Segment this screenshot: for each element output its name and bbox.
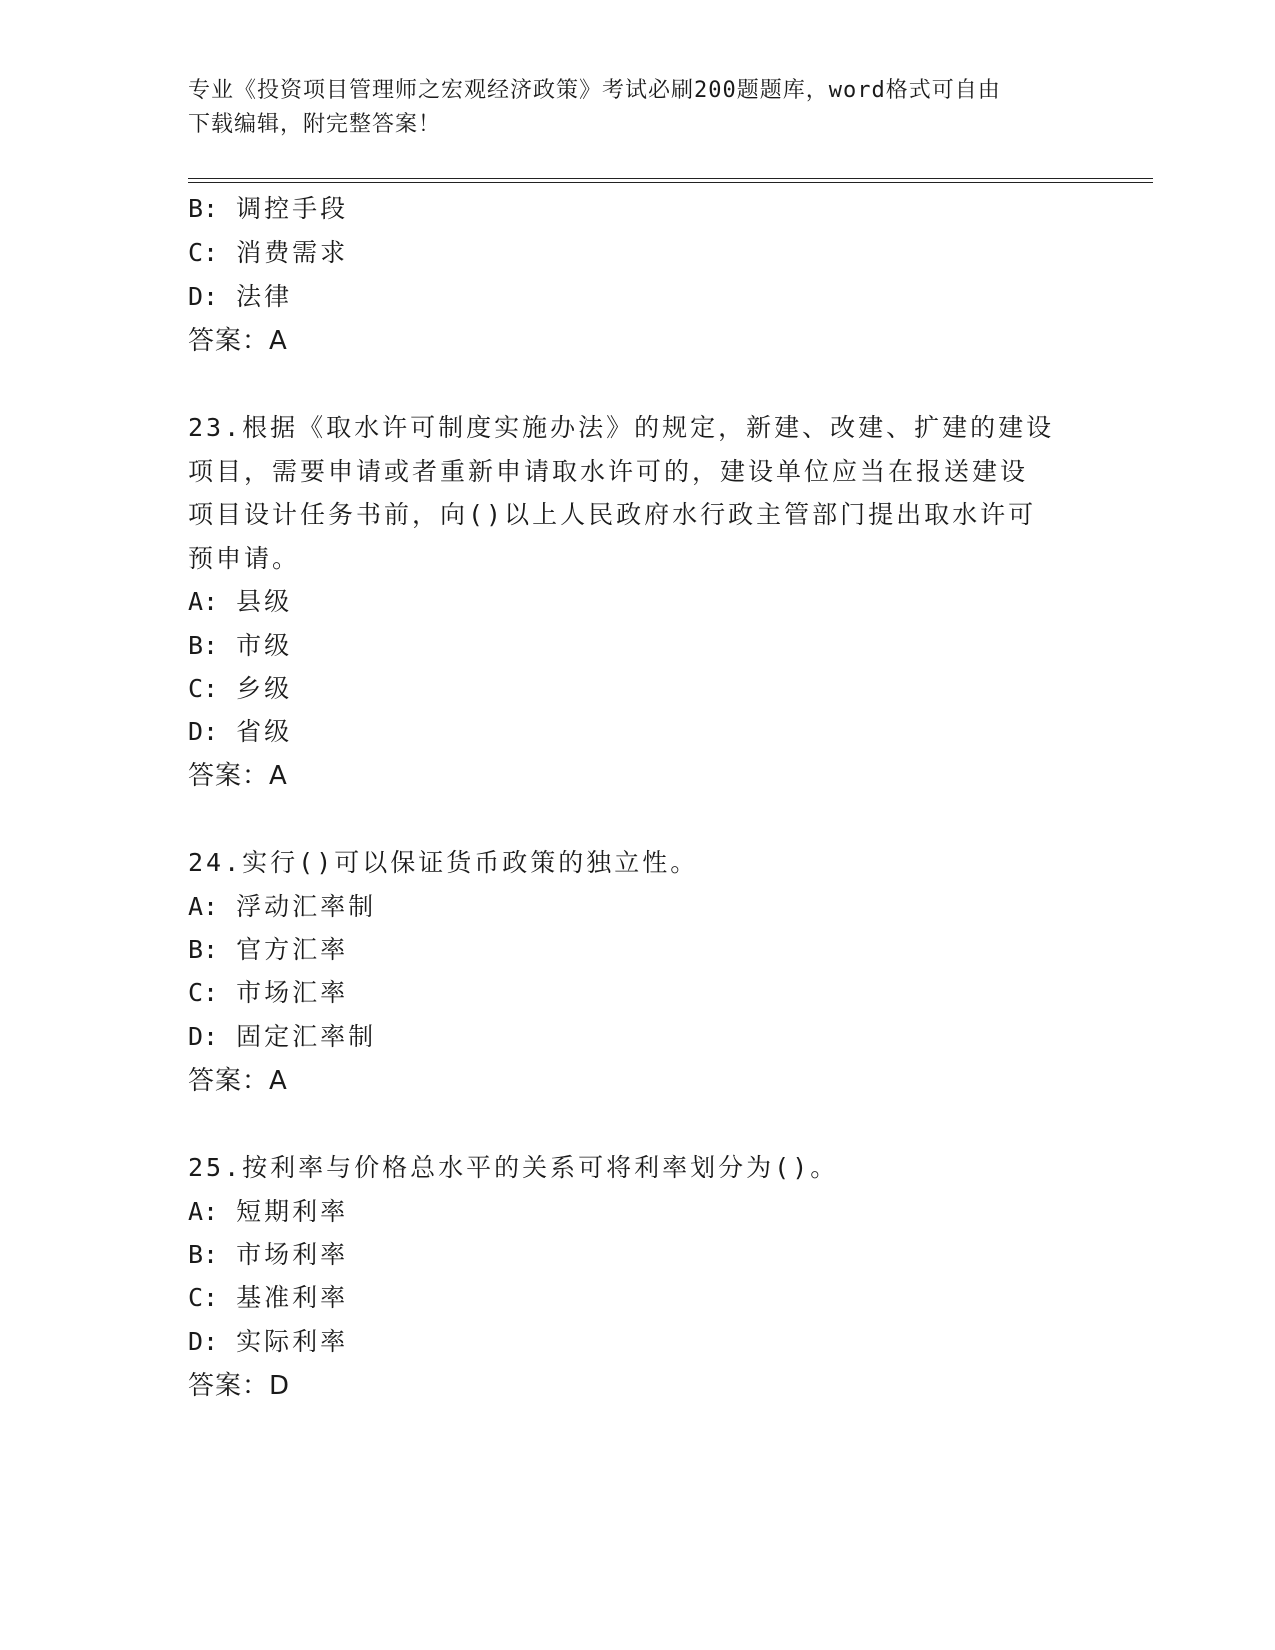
answer-line: 答案：A: [188, 326, 288, 356]
question-24-option-c: C: 市场汇率: [188, 978, 349, 1007]
question-23-answer: 答案：A: [188, 761, 288, 791]
document-header: [188, 74, 1068, 142]
question-23-line-4: 预申请。: [188, 544, 301, 573]
question-25-option-b: B: 市场利率: [188, 1240, 349, 1269]
question-23-option-b: B: 市级: [188, 631, 293, 660]
question-25-answer: 答案：D: [188, 1371, 291, 1401]
header-divider-bottom: [188, 182, 1153, 183]
header-line-2: 下载编辑，附完整答案！: [188, 112, 442, 137]
question-25-option-c: C: 基准利率: [188, 1283, 349, 1312]
question-23-line-3: 项目设计任务书前，向()以上人民政府水行政主管部门提出取水许可: [188, 500, 1037, 529]
question-23-line-1: 23.根据《取水许可制度实施办法》的规定，新建、改建、扩建的建设: [188, 413, 1055, 442]
question-25-option-a: A: 短期利率: [188, 1197, 349, 1226]
question-24-option-b: B: 官方汇率: [188, 935, 349, 964]
question-25-line-1: 25.按利率与价格总水平的关系可将利率划分为()。: [188, 1153, 839, 1182]
header-line-1: 专业《投资项目管理师之宏观经济政策》考试必刷200题题库，word格式可自由: [188, 78, 1001, 103]
question-23-option-a: A: 县级: [188, 587, 293, 616]
option-d: D: 法律: [188, 282, 293, 311]
option-b: B: 调控手段: [188, 194, 349, 223]
question-25-option-d: D: 实际利率: [188, 1327, 349, 1356]
question-23-option-d: D: 省级: [188, 717, 293, 746]
question-23-line-2: 项目，需要申请或者重新申请取水许可的，建设单位应当在报送建设: [188, 457, 1029, 486]
question-24-line-1: 24.实行()可以保证货币政策的独立性。: [188, 848, 699, 877]
question-24-option-d: D: 固定汇率制: [188, 1022, 377, 1051]
option-c: C: 消费需求: [188, 238, 349, 267]
header-divider-top: [188, 178, 1153, 179]
question-24-answer: 答案：A: [188, 1066, 288, 1096]
question-24-option-a: A: 浮动汇率制: [188, 892, 377, 921]
question-23-option-c: C: 乡级: [188, 674, 293, 703]
